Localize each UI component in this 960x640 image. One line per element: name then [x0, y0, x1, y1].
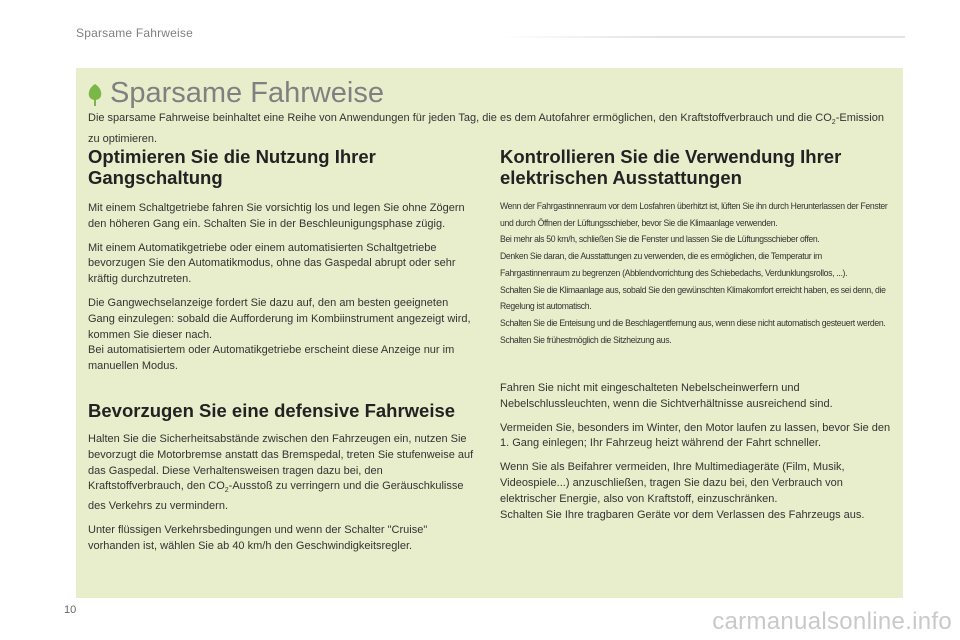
gear-heading: Optimieren Sie die Nutzung Ihrer Gangschaltung [88, 146, 376, 188]
gear-paragraph-4: Bei automatisiertem oder Automatikgetriebe erscheint diese Anzeige nur im manuellen Modus. [88, 344, 455, 373]
leaf-icon [88, 84, 102, 106]
electrical-line-4: Schalten Sie die Klimaanlage aus, sobald Sie den gewünschten Klimakomfort erreicht haben, es sei denn, die Regelung ist automatisch. [500, 284, 886, 312]
electrical-line-3: Denken Sie daran, die Ausstattungen zu verwenden, die es ermöglichen, die Temperatur im Fahrgastinnenraum zu begrenzen (Abblendvorrichtung des Schiebedachs, Verdunklungsrollos, ...). [500, 251, 848, 278]
electrical-line-5: Schalten Sie die Enteisung und die Beschlagentfernung aus, wenn diese nicht automatisch gesteuert werden. [500, 317, 886, 328]
defensive-paragraph-2: Unter flüssigen Verkehrsbedingungen und wenn der Schalter "Cruise" vorhanden ist, wählen Sie ab 40 km/h den Geschwindigkeitsregler. [88, 524, 428, 552]
gear-paragraph-3: Die Gangwechselanzeige fordert Sie dazu auf, den am besten geeigneten Gang einzulegen: sobald die Aufforderung im Kombiinstrument angezeigt wird, kommen Sie dieser nach. [88, 296, 471, 341]
running-header: Sparsame Fahrweise [76, 26, 193, 40]
defensive-paragraph-1: Halten Sie die Sicherheitsabstände zwischen den Fahrzeugen ein, nutzen Sie bevorzugt die Motorbremse anstatt das Bremspedal, treten Sie stufenweise auf das Gaspedal. Diese Verhaltensweisen tragen dazu bei, den Kraftstoffverbrauch, den $CO_2$-Ausstoß zu verringern und die Geräuschkulisse des Verkehrs zu vermindern. [88, 433, 474, 513]
electrical-line-6: Schalten Sie frühestmöglich die Sitzheizung aus. [500, 334, 672, 345]
header-rule [500, 36, 905, 38]
intro-text: Die sparsame Fahrweise beinhaltet eine Reihe von Anwendungen für jeden Tag, die es dem Autofahrer ermöglichen, den Kraftstoffverbrauch und die $CO_2$-Emission zu optimieren. [88, 112, 884, 146]
electrical-paragraph-2: Vermeiden Sie, besonders im Winter, den Motor laufen zu lassen, bevor Sie den 1. Gang einlegen; Ihr Fahrzeug heizt während der Fahrt schneller. [500, 421, 891, 450]
page-title: Sparsame Fahrweise [110, 77, 384, 109]
defensive-heading: Bevorzugen Sie eine defensive Fahrweise [88, 400, 456, 421]
electrical-line-2: Bei mehr als 50 km/h, schließen Sie die Fenster und lassen Sie die Lüftungsschieber offen. [500, 234, 820, 245]
electrical-paragraph-1: Fahren Sie nicht mit eingeschalteten Nebelscheinwerfern und Nebelschlussleuchten, wenn die Sichtverhältnisse ausreichend sind. [500, 382, 833, 410]
watermark: carmanualsonline.info [712, 608, 952, 635]
electrical-line-1: Wenn der Fahrgastinnenraum vor dem Losfahren überhitzt ist, lüften Sie ihn durch Herunterlassen der Fenster und durch Öffnen der Lüftungsschieber, bevor Sie die Klimaanlage verwenden. [500, 201, 888, 228]
electrical-heading: Kontrollieren Sie die Verwendung Ihrer elektrischen Ausstattungen [500, 146, 842, 188]
gear-paragraph-1: Mit einem Schaltgetriebe fahren Sie vorsichtig los und legen Sie ohne Zögern den höheren Gang ein. Schalten Sie in der Beschleunigungsphase zügig. [88, 202, 465, 230]
gear-section [88, 146, 474, 383]
gear-paragraph-2: Mit einem Automatikgetriebe oder einem automatisierten Schaltgetriebe bevorzugen Sie den Automatikmodus, ohne das Gaspedal abrupt oder sehr kräftig durchzutreten. [88, 241, 456, 286]
electrical-section [500, 146, 892, 348]
electrical-body [500, 381, 892, 531]
electrical-paragraph-3: Wenn Sie als Beifahrer vermeiden, Ihre Multimediageräte (Film, Musik, Videospiele...) anzuschließen, tragen Sie dazu bei, den Verbrauch von elektrischer Energie, also von Kraftstoff, einzuschränken. [500, 461, 845, 505]
electrical-paragraph-4: Schalten Sie Ihre tragbaren Geräte vor dem Verlassen des Fahrzeugs aus. [500, 508, 865, 521]
page-number: 10 [64, 604, 77, 616]
defensive-section [88, 400, 474, 563]
